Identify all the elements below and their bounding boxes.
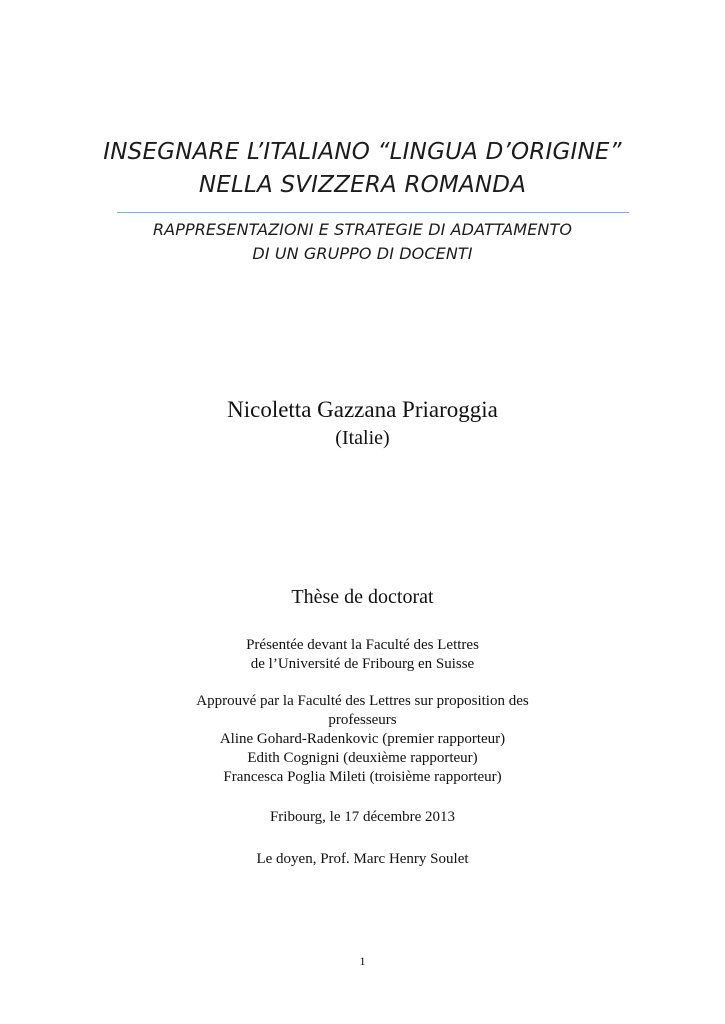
author-origin: (Italie) [335, 427, 390, 449]
thesis-subtitle-line-1: RAPPRESENTAZIONI E STRATEGIE DI ADATTAMENTO [152, 220, 573, 239]
approval-statement [0, 692, 725, 787]
thesis-type: Thèse de doctorat [291, 586, 434, 608]
presented-line-2: de l’Université de Fribourg en Suisse [250, 656, 475, 672]
author-name: Nicoletta Gazzana Priaroggia [227, 397, 498, 422]
professor-1: Aline Gohard-Radenkovic (premier rapporteur) [219, 731, 506, 747]
thesis-subtitle [0, 218, 725, 266]
presented-statement [0, 636, 725, 674]
title-divider [117, 212, 629, 213]
place-and-date: Fribourg, le 17 décembre 2013 [269, 809, 456, 825]
presented-line-1: Présentée devant la Faculté des Lettres [246, 637, 479, 653]
professor-2: Edith Cognigni (deuxième rapporteur) [247, 750, 478, 766]
dean-signature-line: Le doyen, Prof. Marc Henry Soulet [256, 851, 469, 867]
thesis-subtitle-line-2: DI UN GRUPPO DI DOCENTI [252, 244, 473, 263]
professor-3: Francesca Poglia Mileti (troisième rapporteur) [223, 769, 502, 785]
page-number: 1 [359, 954, 366, 968]
approval-line: Approuvé par la Faculté des Lettres sur proposition des professeurs [196, 693, 529, 728]
thesis-title [0, 136, 725, 202]
thesis-title-line-1: INSEGNARE L’ITALIANO “LINGUA D’ORIGINE” [103, 139, 622, 165]
thesis-title-line-2: NELLA SVIZZERA ROMANDA [198, 172, 527, 198]
